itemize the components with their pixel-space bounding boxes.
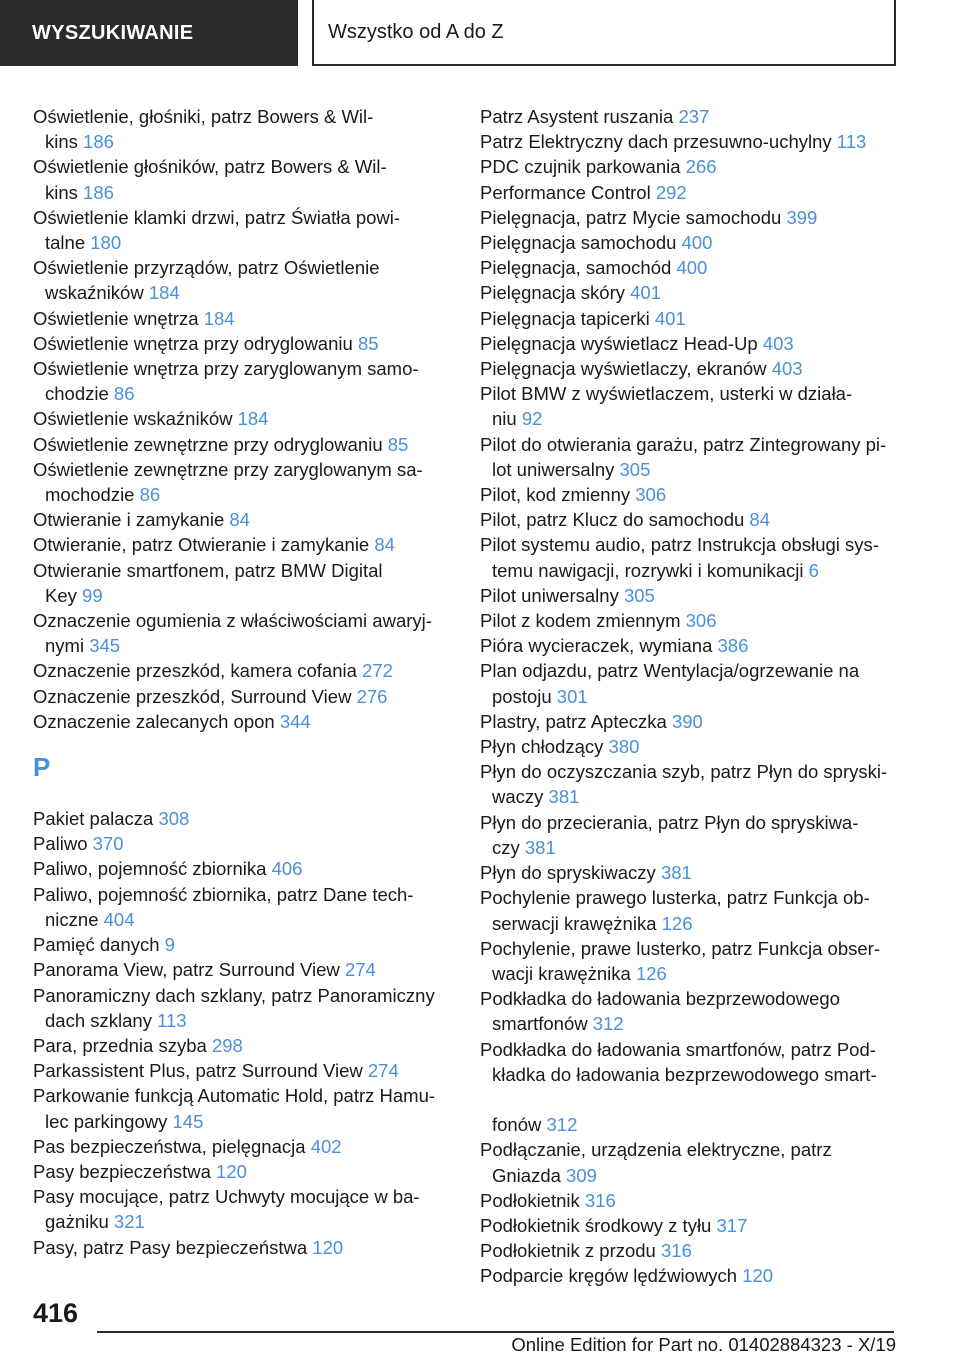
entry-term: Pamięć danych [33,934,160,956]
entry-line [33,1136,342,1157]
entry-term-continued: Key [45,584,77,606]
entry-page-link[interactable]: 370 [92,833,124,855]
entry-term-continued: niu [492,408,517,430]
index-entry [33,882,453,932]
entry-page-link[interactable]: 184 [148,282,180,304]
entry-term: Oświetlenie wskaźników [33,408,233,430]
entry-term: Otwieranie, patrz Otwieranie i zamykanie [33,534,370,556]
index-entry [33,558,453,608]
entry-page-link[interactable]: 404 [103,908,135,930]
header-section-label: WYSZUKIWANIE [32,21,194,44]
entry-page-link[interactable]: 120 [216,1160,247,1182]
entry-page-link[interactable]: 6 [808,559,819,581]
entry-term: Pilot, kod zmienny [480,484,631,506]
entry-page-link[interactable]: 184 [203,307,235,329]
entry-page-link[interactable]: 399 [786,206,818,228]
entry-line [480,509,770,530]
entry-page-link[interactable]: 99 [82,584,103,606]
entry-term: Pochylenie prawego lusterka, patrz Funkcja ob‐ [480,887,870,909]
entry-term-continued: gażniku [45,1211,109,1233]
entry-term: Podłączanie, urządzenia elektryczne, patrz [480,1139,832,1161]
entry-term: Pielęgnacja, samochód [480,257,672,279]
index-entry [480,734,900,759]
entry-page-link[interactable]: 401 [654,307,686,329]
entry-term: Oznaczenie ogumienia z właściwościami awaryj‐ [33,610,432,632]
entry-term: Patrz Asystent ruszania [480,106,674,127]
entry-line [33,633,453,658]
entry-line [480,1112,900,1137]
index-entry [33,205,453,255]
entry-line [480,257,707,278]
entry-term-continued: temu nawigacji, rozrywki i komunikacji [492,559,804,581]
entry-term: Oświetlenie wnętrza [33,307,199,329]
entry-line [480,406,900,431]
entry-term: Pielęgnacja skóry [480,282,625,304]
index-entry [480,1263,900,1288]
index-entry [480,1238,900,1263]
index-entry [33,1033,453,1058]
entry-line [33,686,387,707]
entry-page-link[interactable]: 321 [113,1211,145,1233]
entry-page-link[interactable]: 184 [237,408,269,430]
entry-line [480,911,900,936]
entry-line [480,232,712,253]
entry-term: Paliwo, pojemność zbiornika, patrz Dane tech‐ [33,883,414,905]
entry-term: PDC czujnik parkowania [480,156,681,178]
index-entry [480,180,900,205]
entry-line [33,1237,343,1258]
entry-term: Oświetlenie klamki drzwi, patrz Światła powi‐ [33,206,401,228]
entry-page-link[interactable]: 406 [271,858,303,880]
index-entry [33,957,453,982]
footer-divider [97,1331,894,1333]
entry-page-link[interactable]: 312 [592,1013,624,1035]
index-letter-heading: P [33,752,51,783]
index-entry [480,507,900,532]
entry-line [33,1035,243,1056]
index-entry [480,532,900,582]
entry-line [480,835,900,860]
entry-term-continued: serwacji krawężnika [492,912,657,934]
index-entry [480,280,900,305]
entry-term: Podparcie kręgów lędźwiowych [480,1265,738,1287]
index-entry [33,507,453,532]
entry-line [480,736,639,757]
index-group-p-continued [480,104,900,1289]
page-number: 416 [33,1298,79,1328]
index-entry [480,936,900,986]
index-entry [33,983,453,1033]
entry-page-link[interactable]: 84 [749,509,770,531]
index-entry [480,432,900,482]
entry-term-continued: lec parkingowy [45,1110,168,1132]
index-entry [480,205,900,230]
entry-line [480,1011,900,1036]
entry-term: Para, przednia szyba [33,1034,207,1056]
entry-line [480,635,748,656]
entry-line [480,711,703,732]
entry-page-link[interactable]: 309 [566,1164,597,1186]
entry-page-link[interactable]: 308 [158,808,190,830]
entry-page-link[interactable]: 180 [90,232,122,254]
index-entry [480,608,900,633]
entry-line [33,381,453,406]
entry-page-link[interactable]: 403 [771,358,803,380]
index-entry [33,1083,453,1133]
entry-line [480,1215,747,1236]
entry-page-link[interactable]: 401 [630,282,662,304]
entry-term: Pilot do otwierania garażu, patrz Zintegrowany pi‐ [480,433,887,455]
entry-line [33,959,376,980]
index-entry [480,658,900,708]
entry-line [480,585,655,606]
entry-page-link[interactable]: 305 [619,458,651,480]
index-entry [33,406,453,431]
entry-page-link[interactable]: 145 [172,1110,204,1132]
entry-page-link[interactable]: 237 [678,106,710,127]
entry-term: Plastry, patrz Apteczka [480,710,667,732]
entry-page-link[interactable]: 274 [367,1060,399,1082]
entry-term: Panorama View, patrz Surround View [33,959,340,981]
entry-line [480,1240,692,1261]
entry-line [33,434,408,455]
entry-term-continued: chodzie [45,383,109,405]
entry-term: Pielęgnacja, patrz Mycie samochodu [480,206,782,228]
index-entry [480,104,900,129]
entry-line [33,833,124,854]
index-entry [33,856,453,881]
entry-term-continued: waczy [492,786,544,808]
entry-page-link[interactable]: 274 [344,959,376,981]
entry-line [33,230,453,255]
entry-line [33,907,453,932]
entry-line [480,610,717,631]
entry-term-continued: dach szklany [45,1009,152,1031]
entry-page-link[interactable]: 403 [762,332,794,354]
entry-line [33,858,302,879]
entry-term: Oświetlenie przyrządów, patrz Oświetlenie [33,257,380,279]
entry-term: Podkładka do ładowania smartfonów, patrz Pod‐ [480,1038,876,1060]
index-entry [480,759,900,809]
index-entry [480,154,900,179]
entry-line [33,333,379,354]
entry-term-continued: nymi [45,635,85,657]
entry-page-link[interactable]: 381 [524,836,556,858]
entry-term: Płyn do spryskiwaczy [480,862,656,884]
index-entry [480,583,900,608]
entry-term: Pielęgnacja tapicerki [480,307,650,329]
index-entry [480,1188,900,1213]
entry-term: Pas bezpieczeństwa, pielęgnacja [33,1135,306,1157]
entry-page-link[interactable]: 312 [546,1114,578,1136]
entry-term: Oznaczenie przeszkód, Surround View [33,685,352,707]
index-entry [480,482,900,507]
index-entry [33,1159,453,1184]
index-entry [480,306,900,331]
entry-term-continued: czy [492,836,520,858]
entry-term: Pakiet palacza [33,808,154,830]
index-entry [480,885,900,935]
entry-term: Oświetlenie wnętrza przy zaryglowanym samo‐ [33,358,419,380]
entry-page-link[interactable]: 301 [556,685,588,707]
entry-term-continued: mochodzie [45,484,135,506]
index-entry [33,104,453,154]
entry-term: Oznaczenie przeszkód, kamera cofania [33,660,357,682]
entry-line [480,862,692,883]
header-section-tab [0,0,298,66]
entry-page-link[interactable]: 317 [716,1214,748,1236]
entry-line [33,308,235,329]
entry-page-link[interactable]: 292 [655,181,687,203]
entry-term: Pielęgnacja wyświetlacz Head-Up [480,332,758,354]
entry-term: Paliwo, pojemność zbiornika [33,858,267,880]
entry-term: Płyn do przecierania, patrz Płyn do spryskiwa‐ [480,811,859,833]
entry-term-continued: postoju [492,685,552,707]
entry-term: Pióra wycieraczek, wymiana [480,635,713,657]
entry-line [33,280,453,305]
entry-line [33,1008,453,1033]
index-entry [480,129,900,154]
index-entry [33,831,453,856]
entry-page-link[interactable]: 402 [310,1135,342,1157]
entry-page-link[interactable]: 272 [362,660,393,682]
index-entry [33,154,453,204]
entry-page-link[interactable]: 120 [312,1236,344,1258]
entry-term: Podłokietnik z przodu [480,1240,656,1262]
entry-page-link[interactable]: 92 [521,408,543,430]
entry-line [33,1209,453,1234]
entry-line [33,482,453,507]
entry-term-continued: Gniazda [492,1164,561,1186]
entry-term: Otwieranie i zamykanie [33,509,225,531]
entry-line [33,1060,399,1081]
entry-line [33,534,395,555]
entry-page-link[interactable]: 86 [139,484,161,506]
entry-page-link[interactable]: 316 [584,1189,616,1211]
entry-line [33,129,453,154]
entry-term: Parkowanie funkcją Automatic Hold, patrz Hamu‐ [33,1085,436,1107]
entry-term: Parkassistent Plus, patrz Surround View [33,1060,363,1082]
entry-term: Pielęgnacja wyświetlaczy, ekranów [480,358,767,380]
index-entry [480,230,900,255]
entry-term: Oświetlenie wnętrza przy odryglowaniu [33,332,353,354]
index-entry [33,306,453,331]
entry-page-link[interactable]: 400 [681,232,713,254]
entry-page-link[interactable]: 126 [635,962,667,984]
entry-term-continued: wskaźników [45,282,144,304]
entry-line [33,1161,247,1182]
entry-line [33,660,393,681]
entry-term-continued: fonów [492,1114,542,1136]
entry-term: Panoramiczny dach szklany, patrz Panoramiczny [33,984,435,1006]
entry-page-link[interactable]: 381 [660,862,692,884]
index-entry [480,1213,900,1238]
entry-page-link[interactable]: 113 [157,1009,187,1031]
entry-term: Pilot, patrz Klucz do samochodu [480,509,745,531]
entry-line [480,558,900,583]
entry-line [480,207,817,228]
entry-page-link[interactable]: 400 [676,257,708,279]
entry-page-link[interactable]: 298 [211,1034,243,1056]
entry-line [480,282,661,303]
entry-page-link[interactable]: 386 [717,635,749,657]
entry-page-link[interactable]: 381 [548,786,580,808]
entry-page-link[interactable]: 306 [635,484,667,506]
index-entry [480,331,900,356]
entry-term: Podłokietnik [480,1189,580,1211]
entry-term: Pochylenie, prawe lusterko, patrz Funkcja obser‐ [480,937,880,959]
index-entry [33,709,453,734]
index-entry [480,1037,900,1138]
entry-page-link[interactable]: 305 [623,584,655,606]
entry-line [33,583,453,608]
entry-page-link[interactable]: 113 [836,131,867,153]
entry-page-link[interactable]: 120 [742,1265,774,1287]
entry-term: Płyn chłodzący [480,736,604,758]
index-entry [33,532,453,557]
index-entry [480,356,900,381]
index-entry [480,986,900,1036]
index-entry [33,432,453,457]
entry-page-link[interactable]: 186 [83,181,114,203]
entry-term-continued: kins [45,131,78,153]
entry-page-link[interactable]: 306 [685,610,717,632]
entry-page-link[interactable]: 345 [89,635,121,657]
entry-page-link[interactable]: 85 [357,332,379,354]
entry-term-continued: smartfonów [492,1013,588,1035]
entry-term: Oświetlenie zewnętrzne przy zaryglowanym sa‐ [33,458,423,480]
entry-term: Pielęgnacja samochodu [480,232,677,254]
entry-page-link[interactable]: 85 [387,433,409,455]
entry-line [480,1163,900,1188]
entry-page-link[interactable]: 266 [685,156,717,178]
entry-line [480,684,900,709]
index-entry [33,1235,453,1260]
index-entry [33,331,453,356]
entry-term: Otwieranie smartfonem, patrz BMW Digital [33,559,383,581]
footer-edition: Online Edition for Part no. 01402884323 - X/19 [511,1334,896,1355]
entry-line [480,484,666,505]
entry-page-link[interactable]: 186 [83,131,114,153]
entry-line [33,509,250,530]
index-entry [33,1058,453,1083]
entry-term: Oświetlenie zewnętrzne przy odryglowaniu [33,433,383,455]
entry-line [480,961,900,986]
entry-term: Pilot systemu audio, patrz Instrukcja obsługi sys‐ [480,534,879,556]
entry-line [33,711,311,732]
entry-term: Pasy mocujące, patrz Uchwyty mocujące w ba‐ [33,1186,420,1208]
entry-line [33,180,453,205]
entry-line [480,308,686,329]
entry-line [33,934,175,955]
entry-term-continued: kins [45,181,78,203]
index-entry [480,810,900,860]
index-entry [33,658,453,683]
entry-term-continued: talne [45,232,86,254]
entry-term-continued: lot uniwersalny [492,458,615,480]
entry-page-link[interactable]: 84 [229,509,250,531]
entry-line [480,1190,616,1211]
entry-line [480,358,803,379]
header-title-tab [312,0,896,66]
entry-page-link[interactable]: 390 [671,710,703,732]
entry-term: Pilot uniwersalny [480,584,619,606]
entry-term: Plan odjazdu, patrz Wentylacja/ogrzewanie na [480,660,860,682]
entry-term: Pasy, patrz Pasy bezpieczeństwa [33,1236,308,1258]
index-entry [480,633,900,658]
entry-term-continued: wacji krawężnika [492,962,631,984]
index-entry [33,608,453,658]
entry-term: Pasy bezpieczeństwa [33,1160,211,1182]
entry-page-link[interactable]: 9 [164,934,175,956]
entry-term: Patrz Elektryczny dach przesuwno-uchylny [480,131,832,153]
index-column-left [33,104,453,1260]
entry-line [480,1265,773,1286]
index-entry [480,1137,900,1187]
entry-term: Oświetlenie, głośniki, patrz Bowers & Wil‐ [33,106,374,127]
entry-line [480,182,687,203]
index-entry [33,1134,453,1159]
entry-line [480,784,900,809]
entry-term: Performance Control [480,181,651,203]
entry-term: Oznaczenie zalecanych opon [33,710,275,732]
index-entry [480,255,900,280]
header-title: Wszystko od A do Z [328,20,504,43]
index-entry [480,860,900,885]
index-entry [33,255,453,305]
entry-page-link[interactable]: 276 [356,685,388,707]
index-entry [480,709,900,734]
entry-term-continued: kładka do ładowania bezprzewodowego smart‐ [492,1063,877,1085]
index-entry [33,806,453,831]
entry-page-link[interactable]: 344 [279,710,311,732]
entry-term: Podłokietnik środkowy z tyłu [480,1214,712,1236]
entry-line [33,808,189,829]
index-entry [33,356,453,406]
index-column-right [480,104,900,1289]
entry-term-continued: niczne [45,908,99,930]
entry-line [480,156,717,177]
entry-page-link[interactable]: 84 [374,534,395,556]
entry-line [33,1109,453,1134]
entry-page-link[interactable]: 126 [661,912,693,934]
entry-page-link[interactable]: 316 [661,1240,692,1262]
entry-term: Pilot z kodem zmiennym [480,610,681,632]
index-group-p [33,806,453,1260]
index-entry [33,1184,453,1234]
entry-line [33,408,268,429]
entry-page-link[interactable]: 86 [113,383,135,405]
index-entry [480,381,900,431]
entry-term: Płyn do oczyszczania szyb, patrz Płyn do spryski‐ [480,761,888,783]
index-group-o [33,104,453,734]
entry-term: Podkładka do ładowania bezprzewodowego [480,988,840,1010]
entry-term: Oświetlenie głośników, patrz Bowers & Wil‐ [33,156,387,178]
entry-page-link[interactable]: 380 [608,736,640,758]
entry-line [480,457,900,482]
index-entry [33,684,453,709]
index-entry [33,457,453,507]
index-entry [33,932,453,957]
entry-line [480,106,709,127]
entry-line [480,131,866,152]
entry-term: Pilot BMW z wyświetlaczem, usterki w działa‐ [480,383,853,405]
entry-term: Paliwo [33,833,88,855]
entry-line [480,333,794,354]
